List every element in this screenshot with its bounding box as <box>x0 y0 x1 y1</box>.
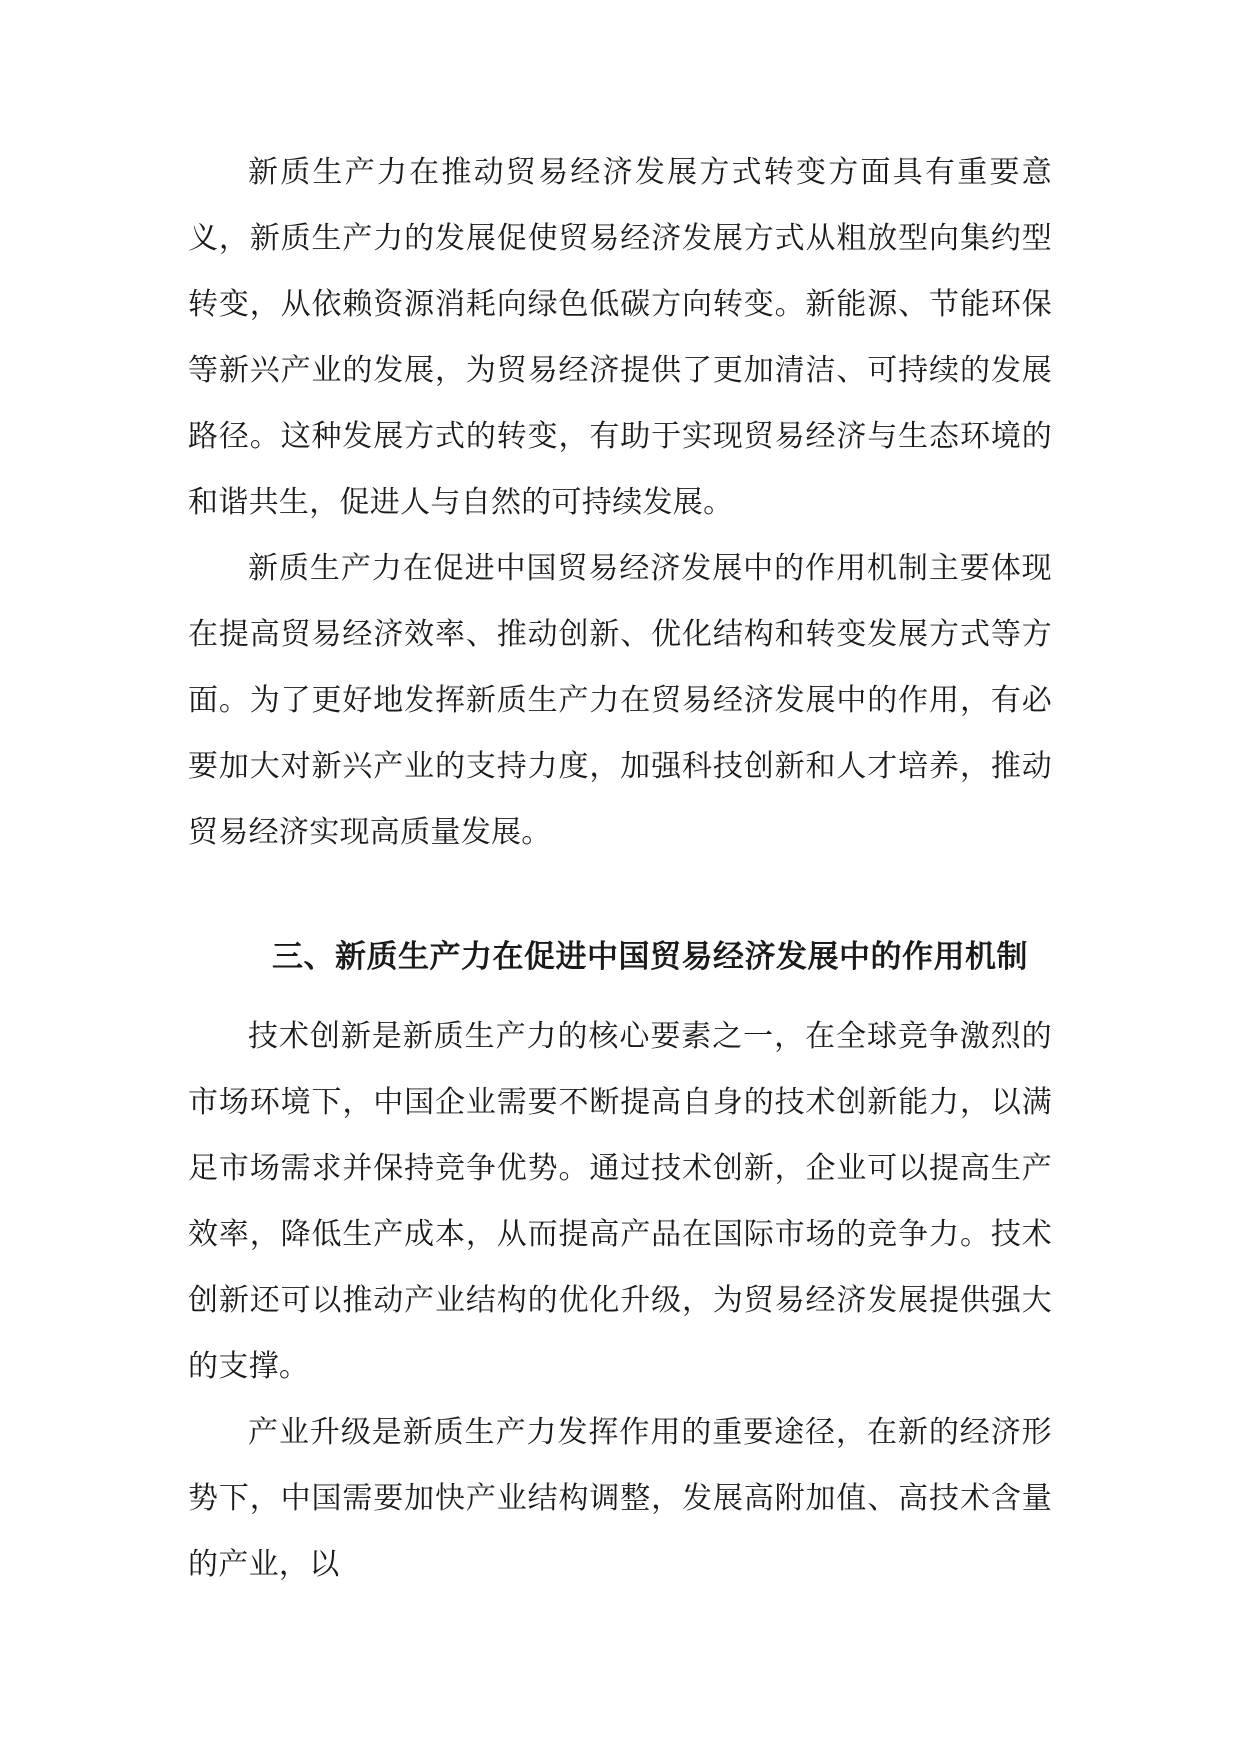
section-heading: 三、新质生产力在促进中国贸易经济发展中的作用机制 <box>272 939 1028 975</box>
paragraph-tech-innovation: 技术创新是新质生产力的核心要素之一，在全球竞争激烈的市场环境下，中国企业需要不断提高自身的技术创新能力，以满足市场需求并保持竞争优势。通过技术创新，企业可以提高生产效率，降低生产成本，从而提高产品在国际市场的竞争力。技术创新还可以推动产业结构的优化升级，为贸易经济发展提供强大的支撑。 <box>188 1019 1052 1384</box>
paragraph-industry-upgrade: 产业升级是新质生产力发挥作用的重要途径，在新的经济形势下，中国需要加快产业结构调整，发展高附加值、高技术含量的产业，以 <box>188 1415 1052 1582</box>
paragraph-transformation: 新质生产力在推动贸易经济发展方式转变方面具有重要意义，新质生产力的发展促使贸易经济发展方式从粗放型向集约型转变，从依赖资源消耗向绿色低碳方向转变。新能源、节能环保等新兴产业的发展，为贸易经济提供了更加清洁、可持续的发展路径。这种发展方式的转变，有助于实现贸易经济与生态环境的和谐共生，促进人与自然的可持续发展。 <box>188 155 1052 520</box>
paragraph-mechanism-summary: 新质生产力在促进中国贸易经济发展中的作用机制主要体现在提高贸易经济效率、推动创新、优化结构和转变发展方式等方面。为了更好地发挥新质生产力在贸易经济发展中的作用，有必要加大对新兴产业的支持力度，加强科技创新和人才培养，推动贸易经济实现高质量发展。 <box>188 551 1052 850</box>
document-page <box>188 140 1052 1598</box>
